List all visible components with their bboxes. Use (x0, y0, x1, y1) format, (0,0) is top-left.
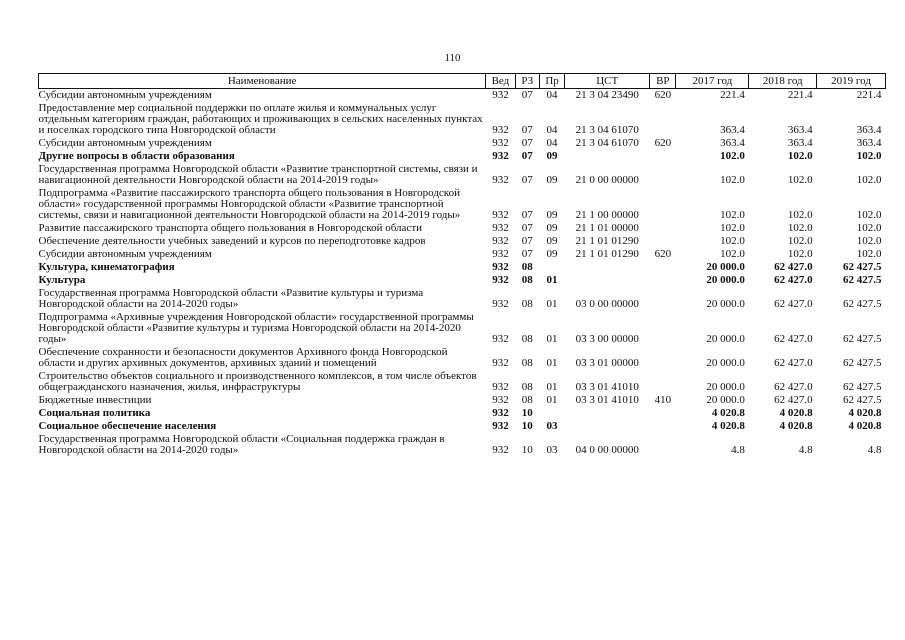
row-value-2017: 102.0 (720, 150, 745, 162)
row-name: Другие вопросы в области образования (38, 150, 235, 162)
row-name: Социальная политика (38, 407, 151, 419)
table-row (39, 394, 886, 407)
row-name: Государственная программа Новгородской области «Развитие культуры и туризма Новгородской области на 2014-2020 годы» (38, 287, 424, 310)
row-rz: 10 (521, 407, 533, 419)
row-ved: 932 (492, 274, 509, 286)
row-rz: 08 (521, 274, 533, 286)
row-ved: 932 (492, 137, 509, 149)
row-value-2018: 62 427.0 (774, 394, 813, 406)
row-cst (565, 274, 650, 287)
row-name: Строительство объектов социального и производственного комплексов, в том числе объектов общегражданского назначения, жилья, инфраструктуры (38, 370, 477, 393)
row-vr: 620 (654, 248, 672, 260)
row-ved: 932 (492, 235, 509, 247)
row-value-2017: 4 020.8 (711, 420, 745, 432)
row-value-2019: 4 020.8 (848, 407, 882, 419)
row-cst: 03 3 00 00000 (575, 333, 639, 345)
row-vr (650, 187, 676, 222)
table-row (39, 150, 886, 163)
row-ved: 932 (492, 394, 509, 406)
row-rz: 07 (521, 89, 533, 101)
page-number: 110 (444, 52, 461, 64)
row-vr (650, 235, 676, 248)
row-name: Государственная программа Новгородской области «Развитие транспортной системы, связи и навигационной деятельности Новгородской области на 2014-2019 годы» (38, 163, 478, 186)
table-row (39, 248, 886, 261)
row-cst: 03 3 01 00000 (575, 357, 639, 369)
row-value-2018: 102.0 (787, 174, 813, 186)
row-name: Субсидии автономным учреждениям (38, 89, 212, 101)
row-value-2017: 102.0 (720, 222, 745, 234)
row-rz: 08 (521, 333, 533, 345)
row-value-2019: 221.4 (856, 89, 882, 101)
row-pr: 09 (546, 235, 558, 247)
row-value-2018: 102.0 (787, 235, 813, 247)
row-cst: 03 0 00 00000 (575, 298, 639, 310)
row-cst: 03 3 01 41010 (575, 381, 639, 393)
row-name: Бюджетные инвестиции (38, 394, 152, 406)
header-2019: 2019 год (817, 74, 886, 89)
row-vr (650, 346, 676, 370)
row-cst: 04 0 00 00000 (575, 444, 639, 456)
row-vr (650, 222, 676, 235)
row-cst (565, 150, 650, 163)
table-row (39, 102, 886, 137)
row-rz: 08 (521, 381, 533, 393)
row-value-2019: 4 020.8 (848, 420, 882, 432)
header-pr: Пр (539, 74, 564, 89)
table-row (39, 261, 886, 274)
row-rz: 07 (521, 222, 533, 234)
table-row (39, 89, 886, 103)
row-pr: 04 (546, 137, 558, 149)
row-ved: 932 (492, 89, 509, 101)
row-vr: 620 (654, 137, 672, 149)
row-rz: 07 (521, 248, 533, 260)
row-value-2017: 20 000.0 (706, 261, 745, 273)
row-value-2019: 363.4 (856, 124, 882, 136)
row-value-2017: 4 020.8 (711, 407, 745, 419)
row-value-2018: 4 020.8 (779, 420, 813, 432)
row-vr: 620 (654, 89, 672, 101)
row-value-2017: 20 000.0 (706, 381, 745, 393)
row-name: Государственная программа Новгородской области «Социальная поддержка граждан в Новгородской области на 2014-2020 годы» (38, 433, 445, 456)
table-row (39, 287, 886, 311)
row-cst: 21 3 04 61070 (575, 137, 639, 149)
row-value-2019: 62 427.5 (843, 394, 882, 406)
row-rz: 08 (521, 298, 533, 310)
row-cst (565, 420, 650, 433)
row-rz: 07 (521, 174, 533, 186)
row-value-2019: 102.0 (856, 248, 882, 260)
table-header-row (39, 74, 886, 89)
row-cst: 21 0 00 00000 (575, 174, 639, 186)
row-value-2017: 363.4 (720, 137, 745, 149)
row-cst: 21 1 01 01290 (575, 235, 639, 247)
header-name: Наименование (39, 74, 486, 89)
row-value-2017: 102.0 (720, 235, 745, 247)
row-name: Обеспечение сохранности и безопасности документов Архивного фонда Новгородской области и других архивных документов, архивных зданий и помещений (38, 346, 448, 369)
row-value-2018: 221.4 (787, 89, 813, 101)
row-name: Предоставление мер социальной поддержки по оплате жилья и коммунальных услуг отдельным категориям граждан, работающих и проживающих в сельских населенных пунктах и поселках городского типа Новгородской области (38, 102, 483, 136)
row-cst (565, 407, 650, 420)
row-rz: 07 (521, 137, 533, 149)
row-rz: 07 (521, 209, 533, 221)
row-pr: 01 (546, 333, 558, 345)
row-cst: 21 3 04 61070 (575, 124, 639, 136)
row-name: Подпрограмма «Архивные учреждения Новгородской области» государственной программы Новгородской области «Развитие культуры и туризма Новгородской области на 2014-2020 годы» (38, 311, 474, 345)
row-value-2017: 102.0 (720, 248, 745, 260)
header-vr: ВР (650, 74, 676, 89)
row-vr (650, 407, 676, 420)
row-rz: 10 (521, 444, 533, 456)
row-cst (565, 261, 650, 274)
row-pr: 09 (546, 222, 558, 234)
table-row (39, 235, 886, 248)
row-value-2019: 102.0 (856, 209, 882, 221)
row-value-2017: 20 000.0 (706, 274, 745, 286)
row-ved: 932 (492, 357, 509, 369)
row-ved: 932 (492, 444, 509, 456)
row-vr (650, 420, 676, 433)
row-cst: 21 1 00 00000 (575, 209, 639, 221)
row-vr (650, 261, 676, 274)
row-value-2017: 221.4 (720, 89, 745, 101)
row-value-2018: 363.4 (787, 124, 813, 136)
row-rz: 07 (521, 235, 533, 247)
row-value-2018: 102.0 (787, 150, 813, 162)
row-vr (650, 102, 676, 137)
header-2017: 2017 год (676, 74, 749, 89)
row-value-2017: 363.4 (720, 124, 745, 136)
row-vr (650, 433, 676, 457)
row-rz: 10 (521, 420, 533, 432)
table-row (39, 420, 886, 433)
row-rz: 07 (521, 150, 533, 162)
row-cst: 21 3 04 23490 (575, 89, 639, 101)
row-pr: 03 (546, 420, 558, 432)
row-ved: 932 (492, 174, 509, 186)
row-pr: 09 (546, 209, 558, 221)
row-pr: 04 (546, 124, 558, 136)
header-rz: РЗ (515, 74, 539, 89)
row-value-2018: 102.0 (787, 248, 813, 260)
budget-table (38, 73, 886, 457)
row-pr: 01 (546, 357, 558, 369)
row-ved: 932 (492, 407, 509, 419)
row-name: Субсидии автономным учреждениям (38, 137, 212, 149)
row-value-2019: 62 427.5 (843, 298, 882, 310)
row-cst: 03 3 01 41010 (575, 394, 639, 406)
row-pr (539, 261, 564, 274)
row-rz: 08 (521, 261, 533, 273)
row-name: Развитие пассажирского транспорта общего пользования в Новгородской области (38, 222, 423, 234)
row-value-2018: 62 427.0 (774, 381, 813, 393)
row-ved: 932 (492, 381, 509, 393)
row-value-2019: 4.8 (867, 444, 882, 456)
row-pr (539, 407, 564, 420)
row-value-2018: 62 427.0 (774, 261, 813, 273)
row-value-2019: 62 427.5 (843, 261, 882, 273)
row-name: Обеспечение деятельности учебных заведений и курсов по переподготовке кадров (38, 235, 426, 247)
row-ved: 932 (492, 420, 509, 432)
table-row (39, 187, 886, 222)
table-row (39, 433, 886, 457)
row-value-2019: 62 427.5 (843, 274, 882, 286)
row-pr: 03 (546, 444, 558, 456)
row-ved: 932 (492, 248, 509, 260)
row-value-2018: 363.4 (787, 137, 813, 149)
table-row (39, 222, 886, 235)
row-value-2017: 20 000.0 (706, 394, 745, 406)
row-name: Социальное обеспечение населения (38, 420, 217, 432)
row-vr (650, 150, 676, 163)
table-row (39, 137, 886, 150)
row-value-2018: 4 020.8 (779, 407, 813, 419)
row-value-2019: 102.0 (856, 174, 882, 186)
row-value-2018: 62 427.0 (774, 298, 813, 310)
row-rz: 07 (521, 124, 533, 136)
row-pr: 09 (546, 150, 558, 162)
header-ved: Вед (486, 74, 515, 89)
row-ved: 932 (492, 209, 509, 221)
table-row (39, 407, 886, 420)
row-vr (650, 311, 676, 346)
row-value-2018: 62 427.0 (774, 274, 813, 286)
row-pr: 01 (546, 274, 558, 286)
row-value-2019: 102.0 (856, 235, 882, 247)
row-value-2017: 102.0 (720, 174, 745, 186)
row-value-2017: 20 000.0 (706, 298, 745, 310)
row-value-2019: 102.0 (856, 150, 882, 162)
row-value-2018: 102.0 (787, 209, 813, 221)
row-cst: 21 1 01 00000 (575, 222, 639, 234)
row-vr (650, 370, 676, 394)
row-pr: 01 (546, 381, 558, 393)
row-value-2018: 62 427.0 (774, 333, 813, 345)
row-value-2018: 4.8 (798, 444, 813, 456)
row-value-2019: 62 427.5 (843, 357, 882, 369)
row-rz: 08 (521, 394, 533, 406)
row-pr: 09 (546, 248, 558, 260)
row-ved: 932 (492, 261, 509, 273)
row-value-2017: 102.0 (720, 209, 745, 221)
row-ved: 932 (492, 298, 509, 310)
table-row (39, 163, 886, 187)
row-ved: 932 (492, 333, 509, 345)
row-ved: 932 (492, 150, 509, 162)
header-cst: ЦСТ (565, 74, 650, 89)
row-rz: 08 (521, 357, 533, 369)
row-pr: 04 (546, 89, 558, 101)
row-value-2017: 4.8 (731, 444, 745, 456)
table-row (39, 346, 886, 370)
row-ved: 932 (492, 222, 509, 234)
row-value-2019: 363.4 (856, 137, 882, 149)
row-value-2019: 102.0 (856, 222, 882, 234)
row-value-2019: 62 427.5 (843, 333, 882, 345)
row-vr (650, 163, 676, 187)
row-vr (650, 274, 676, 287)
row-name: Субсидии автономным учреждениям (38, 248, 212, 260)
row-pr: 09 (546, 174, 558, 186)
table-row (39, 311, 886, 346)
row-value-2018: 62 427.0 (774, 357, 813, 369)
row-name: Культура, кинематография (38, 261, 175, 273)
table-row (39, 274, 886, 287)
row-value-2019: 62 427.5 (843, 381, 882, 393)
table-row (39, 370, 886, 394)
row-name: Культура (38, 274, 86, 286)
row-value-2017: 20 000.0 (706, 333, 745, 345)
row-vr: 410 (654, 394, 672, 406)
row-value-2017: 20 000.0 (706, 357, 745, 369)
row-value-2018: 102.0 (787, 222, 813, 234)
header-2018: 2018 год (749, 74, 817, 89)
row-pr: 01 (546, 298, 558, 310)
row-name: Подпрограмма «Развитие пассажирского транспорта общего пользования в Новгородской области» государственной программы Новгородской области «Развитие транспортной системы, связи и навигационной деятельности Новгородской области на 2014-2019 годы» (38, 187, 461, 221)
row-vr (650, 287, 676, 311)
row-pr: 01 (546, 394, 558, 406)
row-ved: 932 (492, 124, 509, 136)
row-cst: 21 1 01 01290 (575, 248, 639, 260)
